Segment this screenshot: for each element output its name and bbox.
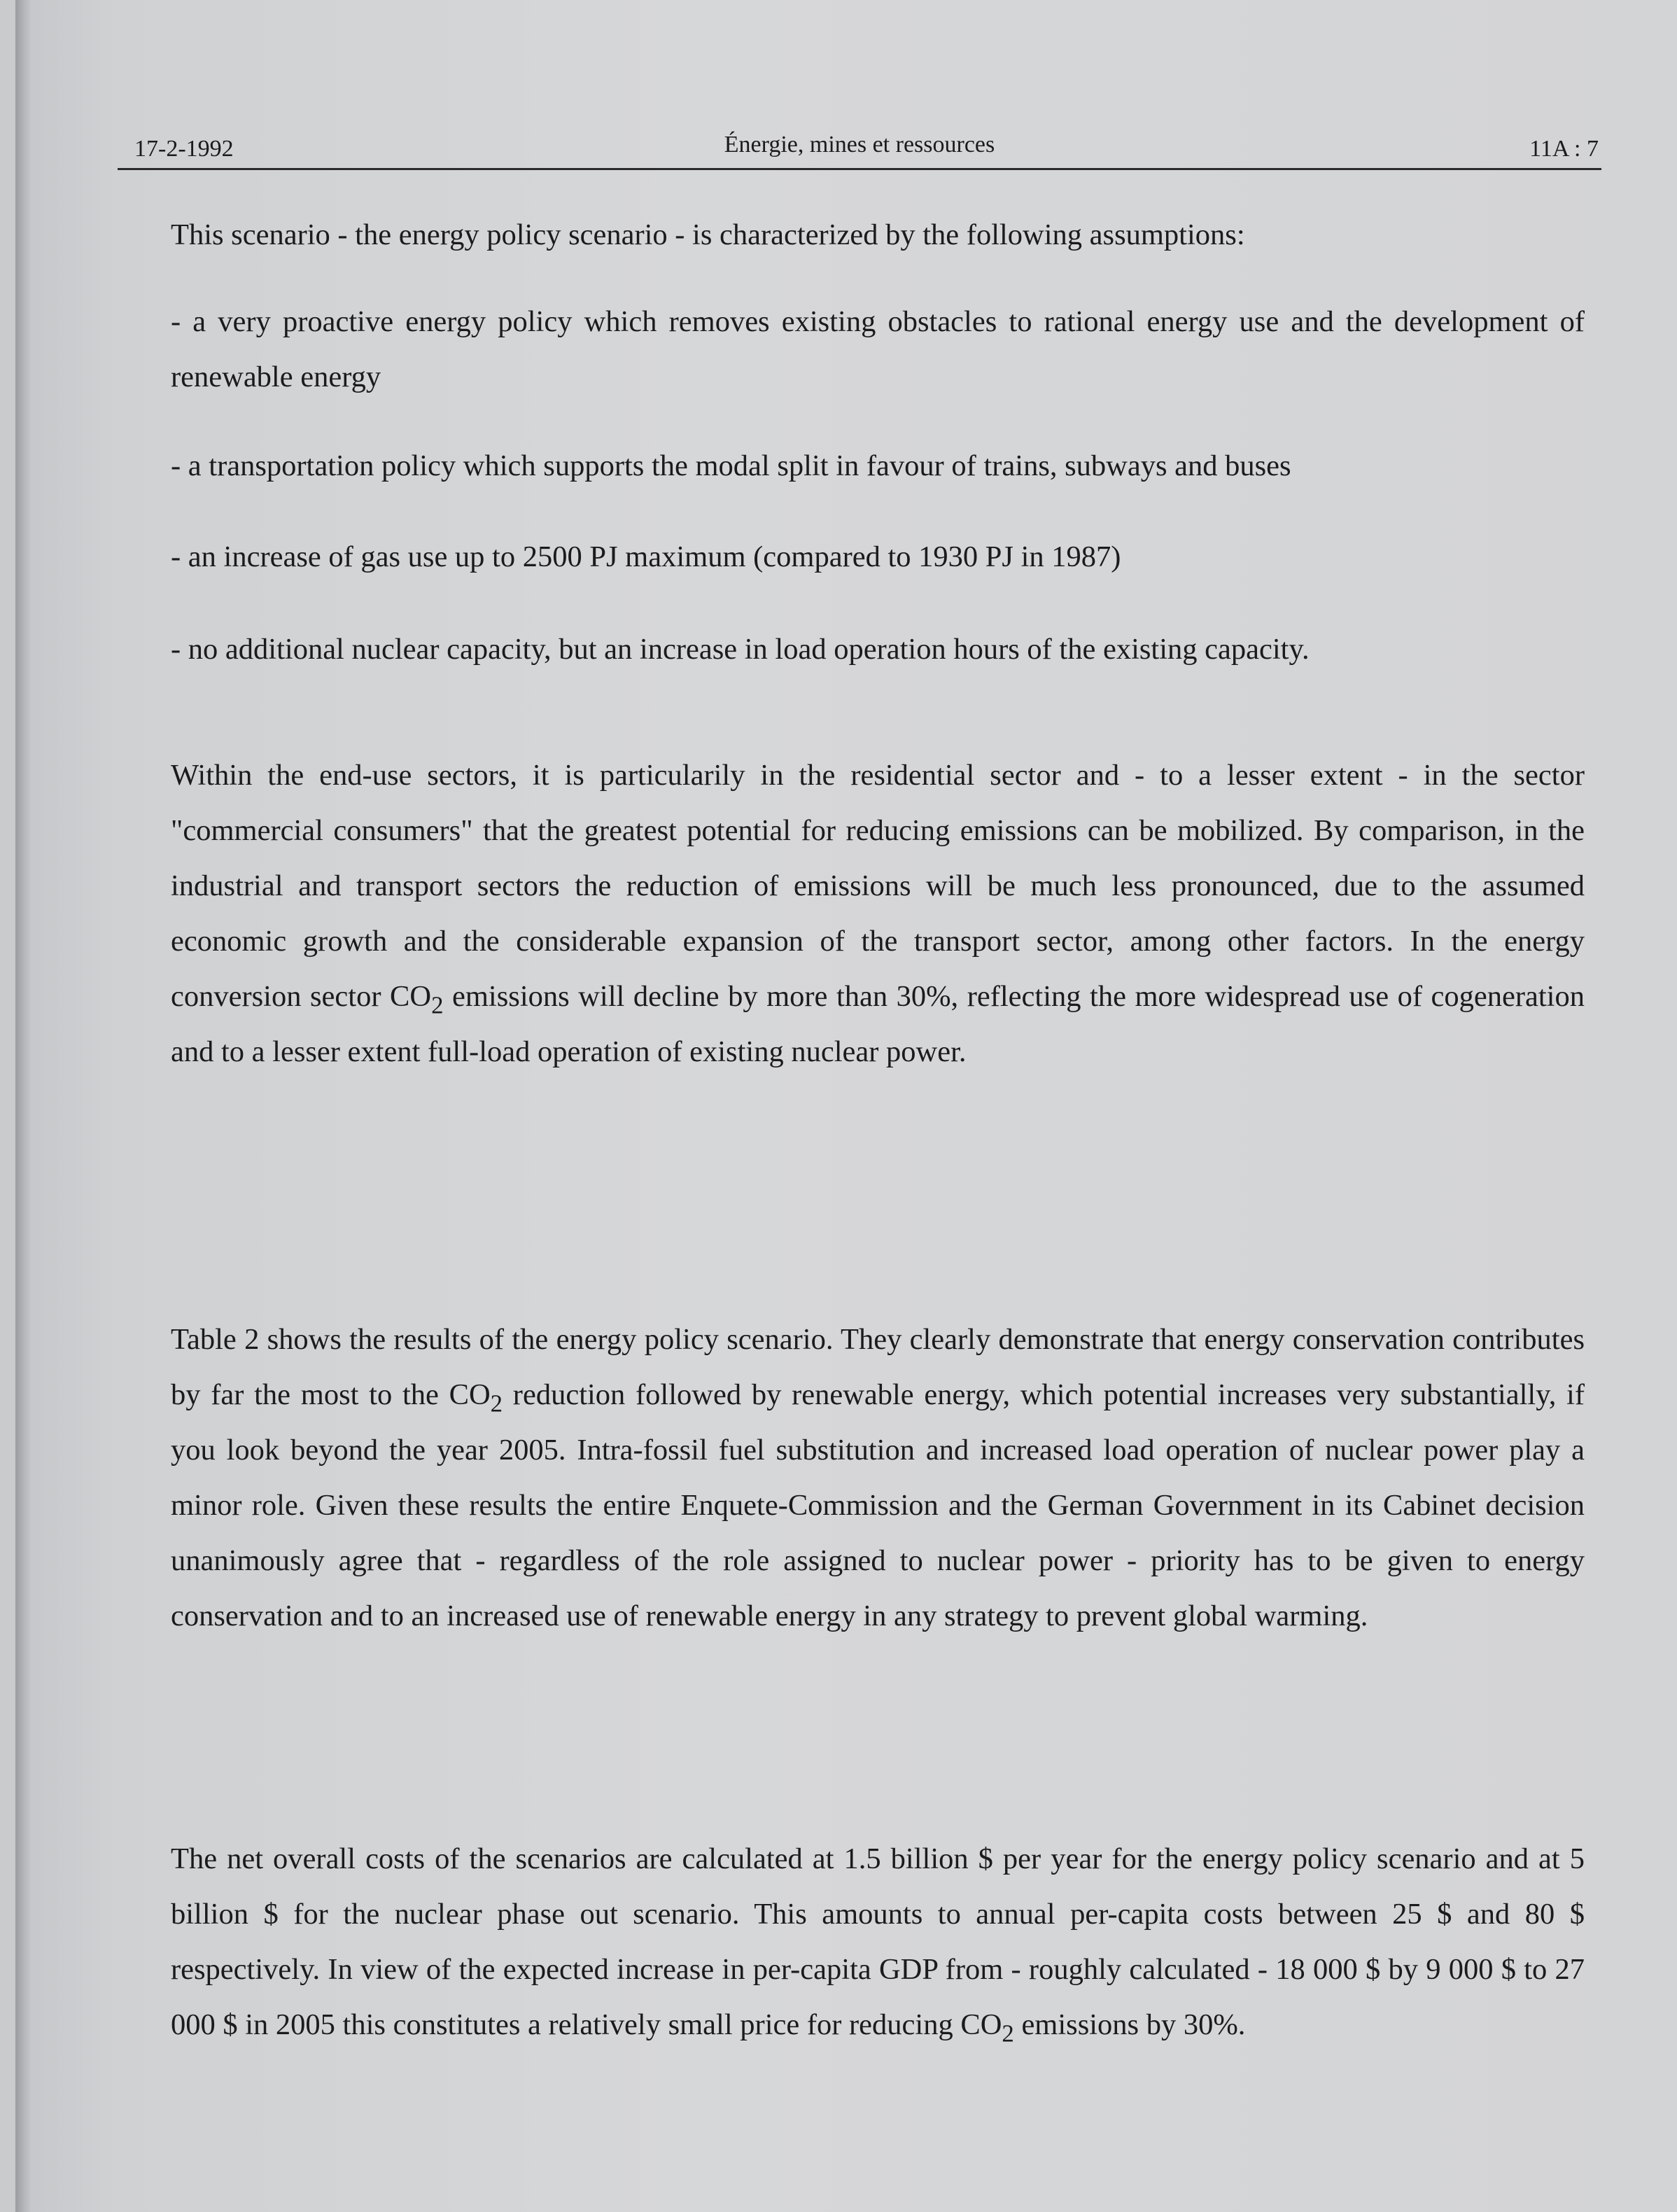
assumption-text: - no additional nuclear capacity, but an increase in load operation hours of the existing capacity.: [171, 633, 1310, 666]
costs-paragraph: [171, 1831, 1585, 2052]
costs-text-part1: The net overall costs of the scenarios are calculated at 1.5 billion $ per year for the energy policy scenario and at 5 billion $ for the nuclear phase out scenario. This amounts to annual per-capita costs between 25 $ and 80 $ respectively. In view of the expected increase in per-capita GDP from - roughly calculated - 18 000 $ by 9 000 $ to 27 000 $ in 2005 this constitutes a relatively small price for reducing CO: [171, 1842, 1585, 2041]
assumption-item: [171, 294, 1585, 405]
intro-paragraph: [171, 207, 1585, 262]
header-title: Énergie, mines et ressources: [724, 132, 995, 158]
end-use-text-part2: emissions will decline by more than 30%, reflecting the more widespread use of cogeneration and to a lesser extent full-load operation of existing nuclear power.: [171, 980, 1585, 1068]
table2-text-part2: reduction followed by renewable energy, which potential increases very substantially, if you look beyond the year 2005. Intra-fossil fuel substitution and increased load operation of nuclear power play a minor role. Given these results the entire Enquete-Commission and the German Government in its Cabinet decision unanimously agree that - regardless of the role assigned to nuclear power - priority has to be given to energy conservation and to an increased use of renewable energy in any strategy to prevent global warming.: [171, 1378, 1585, 1632]
page-header: [118, 123, 1601, 170]
assumption-text: - a very proactive energy policy which removes existing obstacles to rational energy use and the development of renewable energy: [171, 305, 1585, 393]
assumption-item: [171, 438, 1585, 493]
co2-subscript: 2: [431, 991, 444, 1019]
assumption-item: [171, 529, 1585, 584]
header-page-number: 11A : 7: [1529, 136, 1599, 162]
table2-paragraph: [171, 1312, 1585, 1644]
table2-text-part1: Table 2 shows the results of the energy policy scenario. They clearly demonstrate that energy conservation contributes by far the most to the CO: [171, 1323, 1585, 1411]
assumption-text: - an increase of gas use up to 2500 PJ maximum (compared to 1930 PJ in 1987): [171, 540, 1121, 573]
header-date: 17-2-1992: [134, 136, 234, 162]
end-use-text-part1: Within the end-use sectors, it is particularily in the residential sector and - to a lesser extent - in the sector "commercial consumers" that the greatest potential for reducing emissions can be mobilized. By comparison, in the industrial and transport sectors the reduction of emissions will be much less pronounced, due to the assumed economic growth and the considerable expansion of the transport sector, among other factors. In the energy conversion sector CO: [171, 759, 1585, 1013]
page-binding-edge: [15, 0, 31, 2212]
assumption-text: - a transportation policy which supports the modal split in favour of trains, subways and buses: [171, 449, 1291, 482]
end-use-paragraph: [171, 748, 1585, 1079]
intro-text: This scenario - the energy policy scenario - is characterized by the following assumptions:: [171, 218, 1245, 251]
co2-subscript: 2: [490, 1390, 503, 1418]
co2-subscript: 2: [1002, 2019, 1014, 2047]
document-page: [15, 0, 1677, 2212]
assumption-item: [171, 622, 1585, 677]
costs-text-part2: emissions by 30%.: [1013, 2008, 1246, 2041]
